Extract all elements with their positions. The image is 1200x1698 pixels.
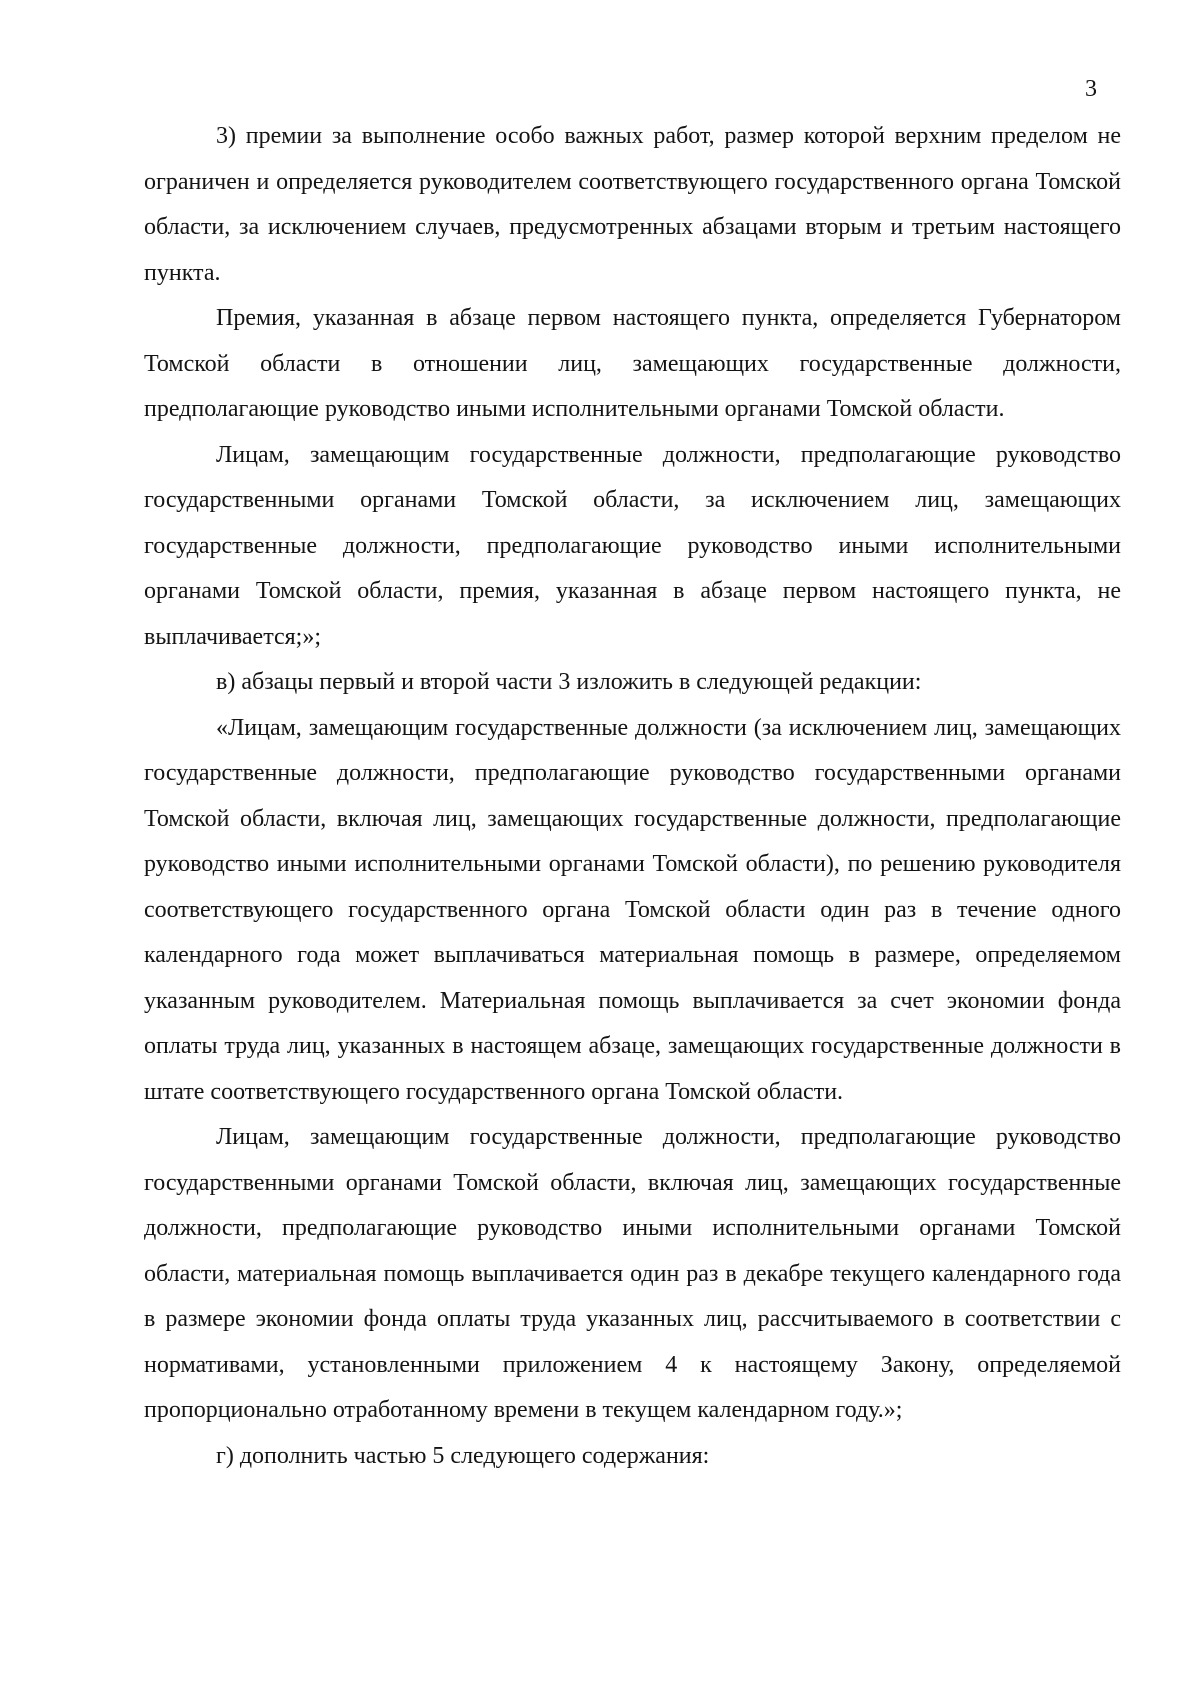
paragraph-amendment-v: в) абзацы первый и второй части 3 изложить в следующей редакции: bbox=[216, 669, 922, 695]
paragraph-premium-governor: Премия, указанная в абзаце первом настоящего пункта, определяется Губернатором Томской области в отношении лиц, замещающих государственные должности, предполагающие руководство иными исполнительными органами Томской области. bbox=[144, 305, 1121, 422]
document-body bbox=[144, 114, 1121, 1479]
paragraph-material-aid-general: «Лицам, замещающим государственные должности (за исключением лиц, замещающих государственные должности, предполагающие руководство государственными органами Томской области, включая лиц, замещающих государственные должности, предполагающие руководство иными исполнительными органами Томской области), по решению руководителя соответствующего государственного органа Томской области один раз в течение одного календарного года может выплачиваться материальная помощь в размере, определяемом указанным руководителем. Материальная помощь выплачивается за счет экономии фонда оплаты труда лиц, указанных в настоящем абзаце, замещающих государственные должности в штате соответствующего государственного органа Томской области. bbox=[144, 714, 1121, 1105]
paragraph-amendment-g: г) дополнить частью 5 следующего содержания: bbox=[216, 1442, 710, 1469]
paragraph-premium-not-paid: Лицам, замещающим государственные должности, предполагающие руководство государственными органами Томской области, за исключением лиц, замещающих государственные должности, предполагающие руководство иными исполнительными органами Томской области, премия, указанная в абзаце первом настоящего пункта, не выплачивается;»; bbox=[144, 441, 1121, 650]
paragraph-premium-item-3: 3) премии за выполнение особо важных работ, размер которой верхним пределом не ограничен и определяется руководителем соответствующего государственного органа Томской области, за исключением случаев, предусмотренных абзацами вторым и третьим настоящего пункта. bbox=[144, 123, 1121, 286]
page-number: 3 bbox=[1085, 76, 1097, 102]
paragraph-material-aid-heads: Лицам, замещающим государственные должности, предполагающие руководство государственными органами Томской области, включая лиц, замещающих государственные должности, предполагающие руководство иными исполнительными органами Томской области, материальная помощь выплачивается один раз в декабре текущего календарного года в размере экономии фонда оплаты труда указанных лиц, рассчитываемого в соответствии с нормативами, установленными приложением 4 к настоящему Закону, определяемой пропорционально отработанному времени в текущем календарном году.»; bbox=[144, 1124, 1121, 1423]
